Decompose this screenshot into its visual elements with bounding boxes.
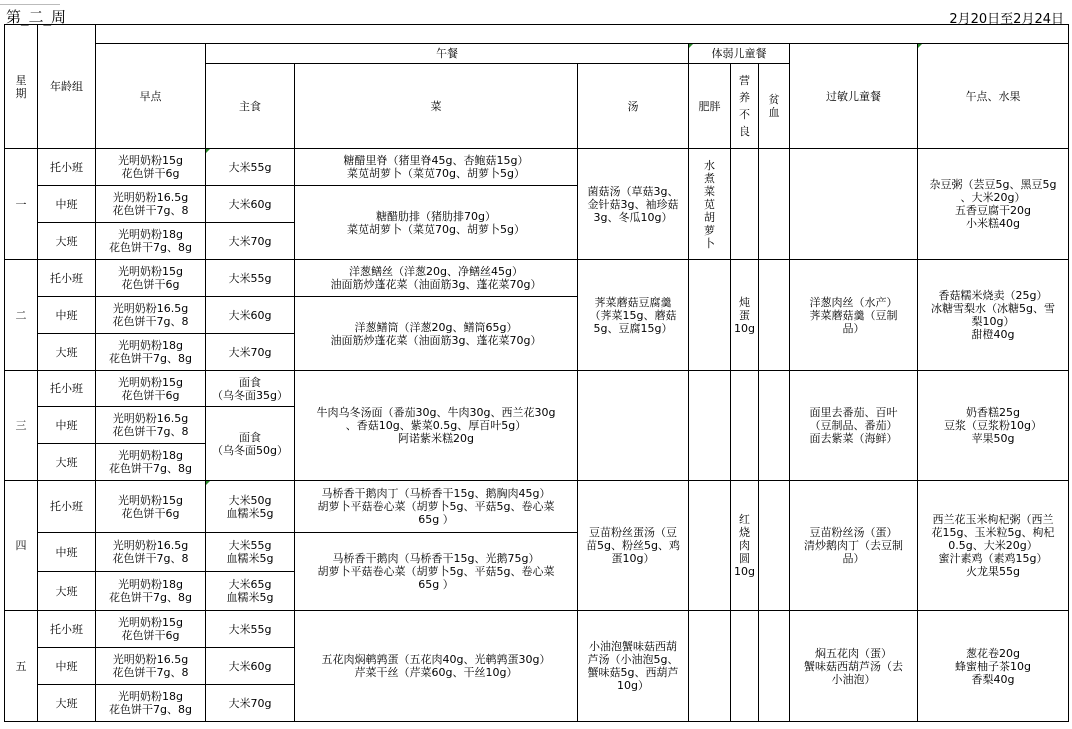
day-1-breakfast-3: 光明奶粉18g 花色饼干7g、8g (96, 223, 206, 260)
day-4-allergy-meal: 豆苗粉丝汤（蛋） 清炒鹅肉丁（去豆制 品） (790, 481, 918, 611)
day-1-staple-2: 大米60g (206, 186, 295, 223)
day-4-malnutrition-meal: 红 烧 肉 圆 10g (731, 481, 759, 611)
day-2-soup: 荠菜蘑菇豆腐羹 （荠菜15g、蘑菇 5g、豆腐15g） (578, 260, 689, 371)
day-2-snack: 香菇糯米烧卖（25g） 冰糖雪梨水（冰糖5g、雪 梨10g） 甜橙40g (918, 260, 1069, 371)
day-3-breakfast-2: 光明奶粉16.5g 花色饼干7g、8 (96, 407, 206, 444)
day-2-group-1: 托小班 (38, 260, 96, 297)
day-5-snack: 葱花卷20g 蜂蜜柚子茶10g 香梨40g (918, 611, 1069, 722)
day-4-label: 四 (5, 481, 38, 611)
day-4-obese-meal (689, 481, 731, 611)
day-2-breakfast-2: 光明奶粉16.5g 花色饼干7g、8 (96, 297, 206, 334)
day-3-staple-b: 面食 （乌冬面50g） (206, 407, 295, 481)
day-1-obese-meal: 水 煮 菜 苋 胡 萝 卜 (689, 149, 731, 260)
col-header-allergy: 过敏儿童餐 (790, 44, 918, 149)
day-5-staple-1: 大米55g (206, 611, 295, 648)
col-header-age-group: 年龄组 (38, 25, 96, 149)
col-header-dish: 菜 (295, 64, 578, 149)
day-3-malnutrition-meal (731, 371, 759, 481)
day-1-soup: 菌菇汤（草菇3g、 金针菇3g、袖珍菇 3g、冬瓜10g） (578, 149, 689, 260)
day-4-staple-2: 大米55g 血糯米5g (206, 533, 295, 572)
day-5-group-2: 中班 (38, 648, 96, 685)
day-4-dish-a: 马桥香干鹅肉丁（马桥香干15g、鹅胸肉45g） 胡萝卜平菇卷心菜（胡萝卜5g、平菇5g、卷心菜 65g ） (295, 481, 578, 533)
day-4-staple-3: 大米65g 血糯米5g (206, 572, 295, 611)
day-2-staple-1: 大米55g (206, 260, 295, 297)
day-5-group-1: 托小班 (38, 611, 96, 648)
day-1-snack: 杂豆粥（芸豆5g、黑豆5g 、大米20g） 五香豆腐干20g 小米糕40g (918, 149, 1069, 260)
day-1-staple-3: 大米70g (206, 223, 295, 260)
day-5-staple-3: 大米70g (206, 685, 295, 722)
day-4-soup: 豆苗粉丝蛋汤（豆 苗5g、粉丝5g、鸡 蛋10g） (578, 481, 689, 611)
day-5-soup: 小油泡蟹味菇西葫 芦汤（小油泡5g、 蟹味菇5g、西葫芦 10g） (578, 611, 689, 722)
day-2-staple-3: 大米70g (206, 334, 295, 371)
day-1-allergy-meal (790, 149, 918, 260)
day-2-anemia-meal (759, 260, 790, 371)
day-3-allergy-meal: 面里去番茄、百叶 （豆制品、番茄） 面去紫菜（海鲜） (790, 371, 918, 481)
day-4-group-3: 大班 (38, 572, 96, 611)
col-header-snack: 午点、水果 (918, 44, 1069, 149)
day-4-breakfast-1: 光明奶粉15g 花色饼干6g (96, 481, 206, 533)
day-5-obese-meal (689, 611, 731, 722)
day-2-group-3: 大班 (38, 334, 96, 371)
col-header-staple: 主食 (206, 64, 295, 149)
day-2-breakfast-1: 光明奶粉15g 花色饼干6g (96, 260, 206, 297)
day-2-staple-2: 大米60g (206, 297, 295, 334)
day-3-breakfast-1: 光明奶粉15g 花色饼干6g (96, 371, 206, 407)
day-1-breakfast-1: 光明奶粉15g 花色饼干6g (96, 149, 206, 186)
day-3-group-2: 中班 (38, 407, 96, 444)
col-header-malnutrition: 营 养 不 良 (731, 64, 759, 149)
day-3-group-1: 托小班 (38, 371, 96, 407)
weekly-menu-table (4, 24, 1069, 722)
day-1-dish-b: 糖醋肋排（猪肋排70g） 菜苋胡萝卜（菜苋70g、胡萝卜5g） (295, 186, 578, 260)
day-3-breakfast-3: 光明奶粉18g 花色饼干7g、8g (96, 444, 206, 481)
day-4-group-1: 托小班 (38, 481, 96, 533)
day-5-allergy-meal: 焖五花肉（蛋） 蟹味菇西葫芦汤（去 小油泡） (790, 611, 918, 722)
header-blank-band (96, 25, 1069, 44)
day-5-label: 五 (5, 611, 38, 722)
day-2-breakfast-3: 光明奶粉18g 花色饼干7g、8g (96, 334, 206, 371)
sheet-top-edge (0, 0, 60, 5)
day-4-breakfast-3: 光明奶粉18g 花色饼干7g、8g (96, 572, 206, 611)
day-5-dish: 五花肉焖鹌鹑蛋（五花肉40g、光鹌鹑蛋30g） 芹菜干丝（芹菜60g、干丝10g） (295, 611, 578, 722)
day-4-snack: 西兰花玉米枸杞粥（西兰 花15g、玉米粒5g、枸杞 0.5g、大米20g） 蜜汁素鸡（素鸡15g） 火龙果55g (918, 481, 1069, 611)
day-2-allergy-meal: 洋葱肉丝（水产） 荠菜蘑菇羹（豆制 品） (790, 260, 918, 371)
day-3-obese-meal (689, 371, 731, 481)
day-5-breakfast-2: 光明奶粉16.5g 花色饼干7g、8 (96, 648, 206, 685)
col-header-anemia: 贫 血 (759, 64, 790, 149)
day-2-dish-a: 洋葱鳝丝（洋葱20g、净鳝丝45g） 油面筋炒蓬花菜（油面筋3g、蓬花菜70g） (295, 260, 578, 297)
day-4-dish-b: 马桥香干鹅肉（马桥香干15g、光鹅75g） 胡萝卜平菇卷心菜（胡萝卜5g、平菇5g、卷心菜 65g ） (295, 533, 578, 611)
col-header-soup: 汤 (578, 64, 689, 149)
day-1-group-3: 大班 (38, 223, 96, 260)
day-1-breakfast-2: 光明奶粉16.5g 花色饼干7g、8 (96, 186, 206, 223)
day-5-staple-2: 大米60g (206, 648, 295, 685)
day-4-group-2: 中班 (38, 533, 96, 572)
day-4-breakfast-2: 光明奶粉16.5g 花色饼干7g、8 (96, 533, 206, 572)
day-3-label: 三 (5, 371, 38, 481)
day-4-anemia-meal (759, 481, 790, 611)
col-header-weekday: 星 期 (5, 25, 38, 149)
col-header-weak-children: 体弱儿童餐 (689, 44, 790, 64)
day-2-obese-meal (689, 260, 731, 371)
day-2-dish-b: 洋葱鳝筒（洋葱20g、鳝筒65g） 油面筋炒蓬花菜（油面筋3g、蓬花菜70g） (295, 297, 578, 371)
day-5-anemia-meal (759, 611, 790, 722)
day-3-soup (578, 371, 689, 481)
day-1-group-2: 中班 (38, 186, 96, 223)
day-1-dish-a: 糖醋里脊（猪里脊45g、杏鲍菇15g） 菜苋胡萝卜（菜苋70g、胡萝卜5g） (295, 149, 578, 186)
day-2-malnutrition-meal: 炖 蛋 10g (731, 260, 759, 371)
day-3-group-3: 大班 (38, 444, 96, 481)
day-5-breakfast-1: 光明奶粉15g 花色饼干6g (96, 611, 206, 648)
day-3-dish: 牛肉乌冬汤面（番茄30g、牛肉30g、西兰花30g 、香菇10g、紫菜0.5g、厚百叶5g） 阿诺紫米糕20g (295, 371, 578, 481)
day-3-snack: 奶香糕25g 豆浆（豆浆粉10g） 苹果50g (918, 371, 1069, 481)
day-4-staple-1: 大米50g 血糯米5g (206, 481, 295, 533)
day-3-staple-a: 面食 （乌冬面35g） (206, 371, 295, 407)
col-header-obese: 肥胖 (689, 64, 731, 149)
day-1-staple-1: 大米55g (206, 149, 295, 186)
day-1-malnutrition-meal (731, 149, 759, 260)
day-2-group-2: 中班 (38, 297, 96, 334)
day-1-anemia-meal (759, 149, 790, 260)
date-range-label: 2月20日至2月24日 (949, 12, 1064, 27)
day-3-anemia-meal (759, 371, 790, 481)
week-label: 第_二_周 (6, 8, 67, 26)
day-1-group-1: 托小班 (38, 149, 96, 186)
day-5-group-3: 大班 (38, 685, 96, 722)
col-header-lunch: 午餐 (206, 44, 689, 64)
day-1-label: 一 (5, 149, 38, 260)
day-2-label: 二 (5, 260, 38, 371)
day-5-breakfast-3: 光明奶粉18g 花色饼干7g、8g (96, 685, 206, 722)
col-header-breakfast: 早点 (96, 44, 206, 149)
day-5-malnutrition-meal (731, 611, 759, 722)
